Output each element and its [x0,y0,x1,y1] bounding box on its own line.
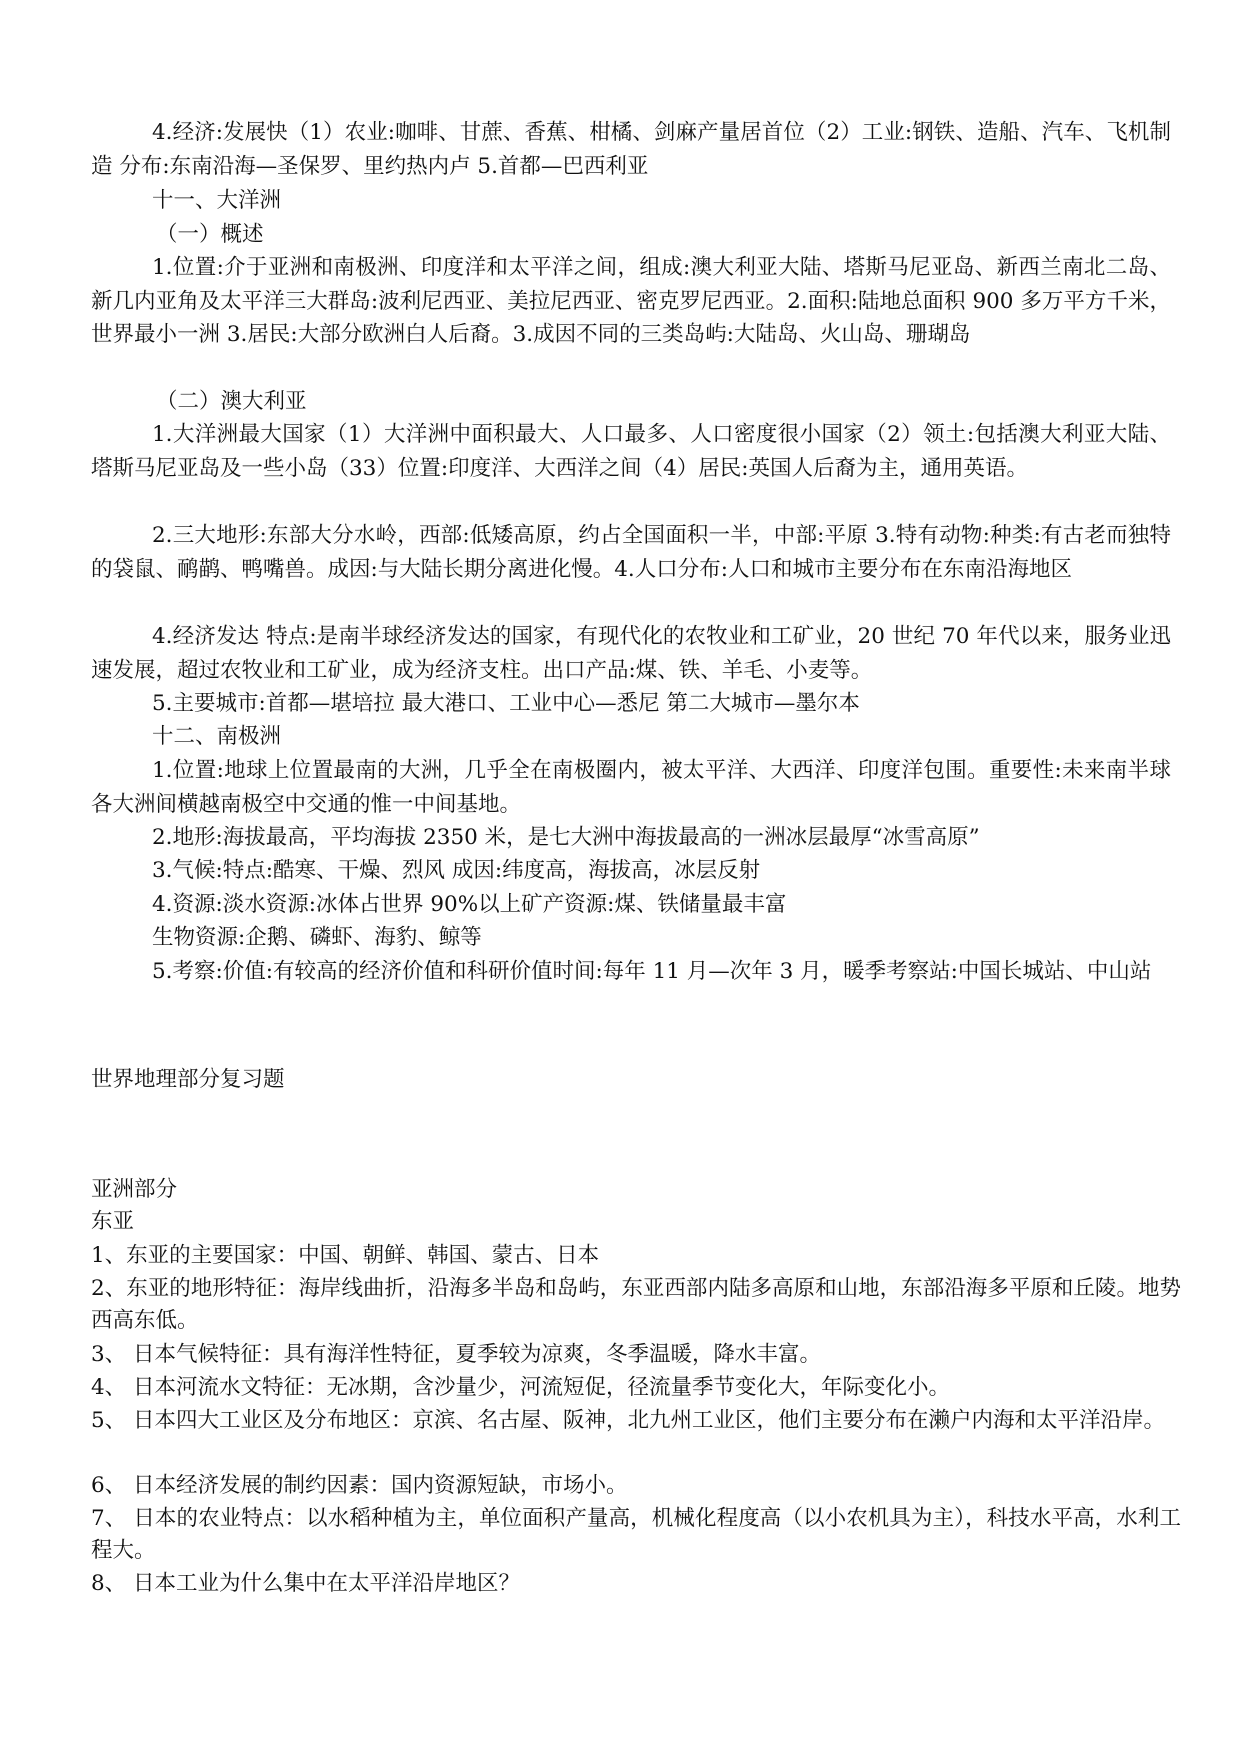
paragraph-antarctica-bio-resources: 生物资源:企鹅、磷虾、海豹、鲸等 [152,925,482,950]
question-6: 6、 日本经济发展的制约因素：国内资源短缺，市场小。 [91,1473,628,1498]
question-1: 1、东亚的主要国家：中国、朝鲜、韩国、蒙古、日本 [91,1243,600,1268]
question-4: 4、 日本河流水文特征：无冰期，含沙量少，河流短促，径流量季节变化大，年际变化小。 [91,1375,951,1400]
paragraph-antarctica-climate: 3.气候:特点:酷寒、干燥、烈风 成因:纬度高，海拔高，冰层反射 [152,858,761,883]
section-asia: 亚洲部分 [91,1177,178,1202]
paragraph-australia-cities: 5.主要城市:首都—堪培拉 最大港口、工业中心—悉尼 第二大城市—墨尔本 [152,691,860,716]
paragraph-antarctica-terrain: 2.地形:海拔最高，平均海拔 2350 米，是七大洲中海拔最高的一洲冰层最厚“冰雪高原” [152,825,980,850]
paragraph-antarctica-location: 1.位置:地球上位置最南的大洲，几乎全在南极圈内，被太平洋、大西洋、印度洋包围。重要性:未来南半球各大洲间横越南极空中交通的惟一中间基地。 [91,758,1171,817]
subsection-east-asia: 东亚 [91,1209,135,1234]
review-title: 世界地理部分复习题 [91,1067,285,1092]
question-2: 2、东亚的地形特征：海岸线曲折，沿海多半岛和岛屿，东亚西部内陆多高原和山地，东部沿海多平原和丘陵。地势西高东低。 [91,1276,1181,1333]
heading-overview: （一）概述 [156,222,264,247]
question-7: 7、 日本的农业特点：以水稻种植为主，单位面积产量高，机械化程度高（以小农机具为主），科技水平高，水利工程大。 [91,1506,1181,1563]
paragraph-antarctica-expedition: 5.考察:价值:有较高的经济价值和科研价值时间:每年 11 月—次年 3 月，暖季考察站:中国长城站、中山站 [152,959,1152,984]
paragraph-brazil-economy: 4.经济:发展快（1）农业:咖啡、甘蔗、香蕉、柑橘、剑麻产量居首位（2）工业:钢铁、造船、汽车、飞机制造 分布:东南沿海—圣保罗、里约热内卢 5.首都—巴西利亚 [91,120,1171,179]
heading-oceania: 十一、大洋洲 [152,188,282,213]
question-3: 3、 日本气候特征：具有海洋性特征，夏季较为凉爽，冬季温暖，降水丰富。 [91,1342,822,1367]
heading-australia: （二）澳大利亚 [156,389,307,414]
question-8: 8、 日本工业为什么集中在太平洋沿岸地区？ [91,1571,521,1596]
paragraph-australia-economy: 4.经济发达 特点:是南半球经济发达的国家，有现代化的农牧业和工矿业，20 世纪 70 年代以来，服务业迅速发展，超过农牧业和工矿业，成为经济支柱。出口产品:煤、铁、羊毛、小麦等。 [91,624,1171,683]
heading-antarctica: 十二、南极洲 [152,724,282,749]
paragraph-antarctica-resources: 4.资源:淡水资源:冰体占世界 90%以上矿产资源:煤、铁储量最丰富 [152,892,787,917]
paragraph-australia-terrain: 2.三大地形:东部大分水岭，西部:低矮高原，约占全国面积一半，中部:平原 3.特有动物:种类:有古老而独特的袋鼠、鸸鹋、鸭嘴兽。成因:与大陆长期分离进化慢。4.人口分布:人口和城市主要分布在东南沿海地区 [91,523,1171,582]
paragraph-australia-country: 1.大洋洲最大国家（1）大洋洲中面积最大、人口最多、人口密度很小国家（2）领土:包括澳大利亚大陆、塔斯马尼亚岛及一些小岛（33）位置:印度洋、大西洋之间（4）居民:英国人后裔为主，通用英语。 [91,422,1171,481]
question-5: 5、 日本四大工业区及分布地区：京滨、名古屋、阪神，北九州工业区，他们主要分布在濑户内海和太平洋沿岸。 [91,1408,1166,1433]
paragraph-oceania-overview: 1.位置:介于亚洲和南极洲、印度洋和太平洋之间，组成:澳大利亚大陆、塔斯马尼亚岛、新西兰南北二岛、新几内亚角及太平洋三大群岛:波利尼西亚、美拉尼西亚、密克罗尼西亚。2.面积:陆地总面积 900 多万平方千米，世界最小一洲 3.居民:大部分欧洲白人后裔。3.成因不同的三类岛屿:大陆岛、火山岛、珊瑚岛 [91,255,1171,347]
